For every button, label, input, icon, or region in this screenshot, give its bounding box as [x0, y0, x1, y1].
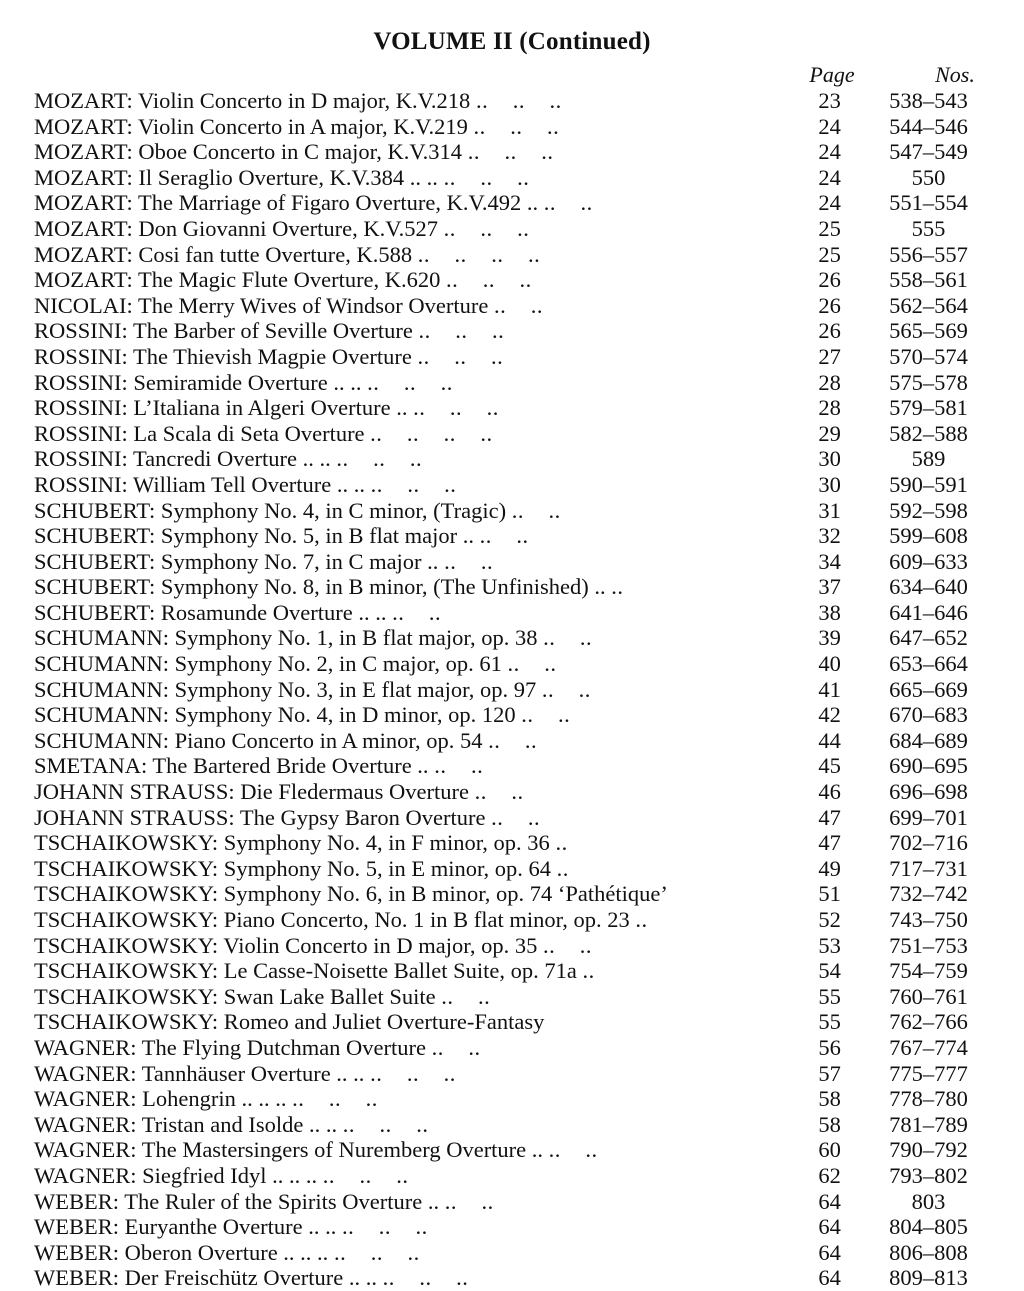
- table-row: [34, 933, 990, 959]
- toc-entry-page: 39: [818, 625, 841, 651]
- toc-entry-page: 23: [818, 88, 841, 113]
- table-row: [34, 574, 990, 600]
- toc-entry-title: [34, 907, 792, 933]
- table-row: [34, 370, 990, 396]
- toc-entry-text: TSCHAIKOWSKY: Violin Concerto in D major, op. 35: [34, 932, 538, 958]
- toc-entry-leaders: .. .. ..: [370, 1060, 456, 1086]
- toc-entry-leaders: .. ..: [444, 548, 494, 574]
- toc-entry-title: [34, 1086, 792, 1112]
- toc-entry-page: 64: [818, 1214, 841, 1240]
- toc-entry-title: [34, 1189, 792, 1215]
- toc-entry-leaders: .. ..: [431, 1034, 481, 1060]
- toc-entry-text: TSCHAIKOWSKY: Symphony No. 6, in B minor, op. 74 ‘Pathétique’: [34, 881, 668, 907]
- toc-entry-nos: 781–789: [889, 1111, 968, 1137]
- toc-entry-nos: 760–761: [889, 983, 968, 1009]
- toc-entry-text: MOZART: The Marriage of Figaro Overture, K.V.492 ..: [34, 190, 539, 216]
- toc-entry-page: 60: [818, 1137, 841, 1163]
- toc-entry-page: 31: [818, 497, 841, 523]
- toc-entry-title: [34, 446, 792, 472]
- toc-entry-title: [34, 242, 792, 268]
- toc-entry-text: TSCHAIKOWSKY: Symphony No. 4, in F minor, op. 36: [34, 830, 550, 856]
- table-row: [34, 805, 990, 831]
- toc-entry-title: [34, 651, 792, 677]
- toc-entry-text: ROSSINI: The Barber of Seville Overture: [34, 318, 413, 344]
- toc-entry-page: 28: [818, 369, 841, 395]
- toc-entry-leaders: .. ..: [493, 292, 543, 318]
- toc-entry-title: [34, 702, 792, 728]
- toc-entry-title: [34, 267, 792, 293]
- toc-entry-title: [34, 318, 792, 344]
- toc-entry-text: ROSSINI: Tancredi Overture .. ..: [34, 446, 331, 472]
- toc-entry-nos: 684–689: [889, 727, 968, 753]
- table-row: [34, 1112, 990, 1138]
- toc-entry-nos: 565–569: [889, 318, 968, 344]
- toc-entry-text: MOZART: The Magic Flute Overture, K.620: [34, 267, 441, 293]
- toc-entry-leaders: .. .. ..: [443, 164, 530, 190]
- toc-entry-title: [34, 574, 792, 600]
- toc-entry-page: 42: [818, 702, 841, 728]
- toc-entry-leaders: .. .. ..: [418, 318, 505, 344]
- toc-entry-leaders: .. ..: [543, 190, 593, 216]
- toc-entry-nos: 653–664: [889, 651, 968, 677]
- column-headers: [34, 62, 990, 88]
- toc-entry-text: WAGNER: Tristan and Isolde .. ..: [34, 1111, 338, 1137]
- table-row: [34, 1035, 990, 1061]
- toc-entry-leaders: ..: [555, 830, 568, 856]
- toc-entry-nos: 806–808: [889, 1239, 968, 1265]
- toc-entry-leaders: ..: [635, 907, 648, 932]
- toc-entry-leaders: .. .. ..: [467, 139, 554, 165]
- toc-entry-title: [34, 753, 792, 779]
- toc-entry-nos: 589: [911, 446, 946, 472]
- toc-entry-nos: 641–646: [889, 599, 968, 625]
- toc-entry-nos: 732–742: [889, 881, 968, 907]
- toc-entry-leaders: .. .. .. ..: [417, 241, 541, 267]
- toc-entry-title: [34, 933, 792, 959]
- toc-entry-nos: 804–805: [889, 1214, 968, 1240]
- table-row: [34, 1009, 990, 1035]
- toc-entry-leaders: .. .. ..: [382, 1265, 469, 1291]
- toc-entry-text: ROSSINI: The Thievish Magpie Overture: [34, 343, 412, 369]
- table-row: [34, 549, 990, 575]
- page-title: VOLUME II (Continued): [373, 28, 651, 55]
- toc-entry-title: [34, 370, 792, 396]
- toc-entry-text: WAGNER: Siegfried Idyl .. .. ..: [34, 1162, 318, 1188]
- toc-entry-nos: 762–766: [889, 1009, 968, 1035]
- toc-entry-text: ROSSINI: La Scala di Seta Overture: [34, 420, 365, 446]
- toc-entry-title: [34, 1009, 792, 1035]
- toc-entry-title: [34, 1214, 792, 1240]
- toc-entry-leaders: .. .. ..: [342, 1111, 429, 1137]
- toc-entry-nos: 609–633: [889, 548, 968, 574]
- toc-entry-leaders: .. ..: [543, 625, 593, 651]
- toc-entry-text: ROSSINI: L’Italiana in Algeri Overture ..: [34, 395, 408, 421]
- toc-entry-page: 49: [818, 855, 841, 881]
- toc-entry-page: 37: [818, 574, 841, 600]
- table-row: [34, 677, 990, 703]
- toc-entry-nos: 767–774: [889, 1034, 968, 1060]
- toc-entry-leaders: ..: [582, 958, 595, 984]
- toc-entry-leaders: .. .. ..: [443, 215, 530, 241]
- toc-entry-leaders: .. ..: [434, 753, 484, 779]
- table-row: [34, 88, 990, 114]
- toc-entry-text: ROSSINI: Semiramide Overture .. ..: [34, 369, 362, 395]
- toc-entry-nos: 558–561: [889, 267, 968, 293]
- toc-entry-title: [34, 114, 792, 140]
- toc-entry-page: 29: [818, 420, 841, 446]
- toc-entry-title: [34, 293, 792, 319]
- toc-entry-leaders: ..: [611, 574, 624, 600]
- toc-entry-title: [34, 830, 792, 856]
- toc-entry-page: 56: [818, 1034, 841, 1060]
- toc-entry-nos: 579–581: [889, 395, 968, 421]
- table-row: [34, 190, 990, 216]
- toc-entry-nos: 592–598: [889, 497, 968, 523]
- toc-entry-page: 25: [818, 241, 841, 267]
- toc-entry-title: [34, 881, 792, 907]
- table-row: [34, 753, 990, 779]
- toc-entry-leaders: .. .. ..: [475, 88, 562, 113]
- toc-entry-text: SCHUBERT: Rosamunde Overture .. ..: [34, 599, 387, 625]
- toc-entry-leaders: .. .. .. ..: [370, 420, 493, 446]
- toc-entry-title: [34, 600, 792, 626]
- toc-entry-text: SCHUMANN: Piano Concerto in A minor, op. 54: [34, 727, 483, 753]
- toc-entry-title: [34, 344, 792, 370]
- toc-entry-page: 32: [818, 523, 841, 549]
- toc-entry-title: [34, 805, 792, 831]
- toc-entry-nos: 670–683: [889, 702, 968, 728]
- toc-entry-text: ROSSINI: William Tell Overture .. ..: [34, 471, 366, 497]
- table-of-contents: [34, 88, 990, 1291]
- toc-entry-leaders: ..: [556, 855, 569, 881]
- toc-entry-text: SCHUBERT: Symphony No. 8, in B minor, (The Unfinished) ..: [34, 574, 606, 600]
- toc-entry-nos: 547–549: [889, 139, 968, 165]
- table-row: [34, 242, 990, 268]
- toc-entry-page: 64: [818, 1188, 841, 1214]
- toc-entry-page: 53: [818, 932, 841, 958]
- toc-entry-leaders: .. ..: [511, 497, 561, 523]
- toc-entry-title: [34, 856, 792, 882]
- toc-entry-nos: 809–813: [889, 1265, 968, 1291]
- table-row: [34, 625, 990, 651]
- table-row: [34, 1137, 990, 1163]
- toc-entry-title: [34, 88, 792, 114]
- toc-entry-leaders: .. ..: [548, 1137, 598, 1163]
- toc-entry-nos: 562–564: [889, 292, 968, 318]
- toc-entry-page: 44: [818, 727, 841, 753]
- toc-entry-page: 26: [818, 318, 841, 344]
- toc-entry-nos: 550: [911, 164, 946, 190]
- toc-entry-page: 30: [818, 446, 841, 472]
- toc-entry-title: [34, 216, 792, 242]
- toc-entry-title: [34, 1265, 792, 1291]
- toc-entry-text: TSCHAIKOWSKY: Le Casse-Noisette Ballet Suite, op. 71a: [34, 958, 577, 984]
- table-row: [34, 1189, 990, 1215]
- table-row: [34, 651, 990, 677]
- toc-entry-text: TSCHAIKOWSKY: Swan Lake Ballet Suite: [34, 983, 436, 1009]
- toc-entry-page: 24: [818, 139, 841, 165]
- toc-entry-nos: 599–608: [889, 523, 968, 549]
- toc-entry-nos: 556–557: [889, 241, 968, 267]
- toc-entry-page: 45: [818, 753, 841, 779]
- toc-entry-text: WAGNER: The Flying Dutchman Overture: [34, 1034, 427, 1060]
- toc-entry-title: [34, 1163, 792, 1189]
- toc-entry-leaders: .. ..: [479, 523, 529, 549]
- toc-entry-leaders: .. ..: [444, 1188, 494, 1214]
- toc-entry-nos: 582–588: [889, 420, 968, 446]
- toc-entry-title: [34, 677, 792, 703]
- table-row: [34, 216, 990, 242]
- toc-entry-text: SCHUBERT: Symphony No. 4, in C minor, (Tragic): [34, 497, 507, 523]
- column-header-page: Page: [809, 62, 855, 87]
- toc-entry-text: MOZART: Cosi fan tutte Overture, K.588: [34, 241, 413, 267]
- toc-entry-leaders: .. ..: [392, 599, 442, 625]
- toc-entry-page: 55: [818, 1009, 841, 1035]
- table-row: [34, 856, 990, 882]
- toc-entry-nos: 775–777: [889, 1060, 968, 1086]
- toc-entry-nos: 778–780: [889, 1086, 968, 1112]
- toc-entry-title: [34, 1112, 792, 1138]
- toc-entry-title: [34, 421, 792, 447]
- table-row: [34, 267, 990, 293]
- toc-entry-text: SCHUBERT: Symphony No. 7, in C major ..: [34, 548, 439, 574]
- toc-entry-title: [34, 498, 792, 524]
- toc-entry-leaders: .. .. ..: [322, 1162, 409, 1188]
- toc-entry-title: [34, 472, 792, 498]
- table-row: [34, 984, 990, 1010]
- toc-entry-nos: 751–753: [889, 932, 968, 958]
- toc-entry-page: 34: [818, 548, 841, 574]
- table-row: [34, 318, 990, 344]
- toc-entry-leaders: .. ..: [543, 932, 592, 958]
- toc-entry-page: 46: [818, 779, 841, 805]
- toc-entry-leaders: .. .. ..: [370, 471, 457, 497]
- toc-entry-page: 58: [818, 1111, 841, 1137]
- toc-entry-title: [34, 1061, 792, 1087]
- toc-entry-nos: 702–716: [889, 830, 968, 856]
- table-row: [34, 523, 990, 549]
- toc-entry-nos: 803: [911, 1188, 946, 1214]
- toc-entry-page: 41: [818, 676, 841, 702]
- toc-entry-text: MOZART: Violin Concerto in D major, K.V.218: [34, 88, 471, 113]
- toc-entry-page: 24: [818, 190, 841, 216]
- toc-entry-nos: 793–802: [889, 1162, 968, 1188]
- toc-entry-text: SMETANA: The Bartered Bride Overture ..: [34, 753, 429, 779]
- toc-entry-nos: 647–652: [889, 625, 968, 651]
- table-row: [34, 344, 990, 370]
- toc-entry-page: 47: [818, 804, 841, 830]
- toc-entry-text: SCHUMANN: Symphony No. 4, in D minor, op. 120: [34, 702, 516, 728]
- toc-entry-title: [34, 139, 792, 165]
- table-row: [34, 139, 990, 165]
- toc-entry-nos: 754–759: [889, 958, 968, 984]
- toc-entry-leaders: .. .. ..: [473, 113, 560, 139]
- toc-entry-text: WAGNER: Tannhäuser Overture .. ..: [34, 1060, 365, 1086]
- toc-entry-page: 24: [818, 113, 841, 139]
- toc-entry-text: MOZART: Violin Concerto in A major, K.V.219: [34, 113, 468, 139]
- toc-entry-nos: 544–546: [889, 113, 968, 139]
- toc-entry-leaders: .. .. ..: [336, 446, 423, 472]
- toc-entry-leaders: .. .. ..: [417, 343, 504, 369]
- toc-entry-leaders: .. ..: [488, 727, 538, 753]
- toc-entry-nos: 634–640: [889, 574, 968, 600]
- toc-entry-page: 52: [818, 907, 841, 932]
- toc-entry-nos: 743–750: [889, 907, 968, 932]
- toc-entry-title: [34, 625, 792, 651]
- table-row: [34, 779, 990, 805]
- table-row: [34, 1214, 990, 1240]
- table-row: [34, 114, 990, 140]
- toc-entry-nos: 790–792: [889, 1137, 968, 1163]
- table-row: [34, 1265, 990, 1291]
- toc-entry-text: WEBER: Oberon Overture .. .. ..: [34, 1239, 329, 1265]
- toc-entry-text: WAGNER: Lohengrin .. .. ..: [34, 1086, 287, 1112]
- toc-entry-leaders: .. .. ..: [413, 395, 499, 421]
- toc-entry-title: [34, 395, 792, 421]
- toc-entry-leaders: .. .. ..: [292, 1086, 378, 1112]
- table-row: [34, 600, 990, 626]
- toc-entry-page: 38: [818, 599, 841, 625]
- toc-entry-text: JOHANN STRAUSS: Die Fledermaus Overture: [34, 779, 469, 805]
- table-row: [34, 702, 990, 728]
- toc-entry-nos: 665–669: [889, 676, 968, 702]
- table-row: [34, 472, 990, 498]
- toc-entry-page: 25: [818, 215, 841, 241]
- toc-entry-text: JOHANN STRAUSS: The Gypsy Baron Overture: [34, 804, 486, 830]
- toc-entry-text: MOZART: Don Giovanni Overture, K.V.527: [34, 215, 438, 241]
- toc-entry-text: WEBER: The Ruler of the Spirits Overture ..: [34, 1188, 440, 1214]
- toc-entry-text: NICOLAI: The Merry Wives of Windsor Overture: [34, 292, 489, 318]
- toc-entry-page: 58: [818, 1086, 841, 1112]
- toc-entry-page: 26: [818, 292, 841, 318]
- toc-entry-page: 28: [818, 395, 841, 421]
- toc-entry-nos: 696–698: [889, 779, 968, 805]
- toc-entry-text: SCHUMANN: Symphony No. 1, in B flat major, op. 38: [34, 625, 538, 651]
- toc-entry-page: 40: [818, 651, 841, 677]
- toc-entry-nos: 690–695: [889, 753, 968, 779]
- table-row: [34, 165, 990, 191]
- table-row: [34, 446, 990, 472]
- toc-entry-text: WEBER: Der Freischütz Overture .. ..: [34, 1265, 378, 1291]
- toc-entry-nos: 699–701: [889, 804, 968, 830]
- table-row: [34, 728, 990, 754]
- toc-entry-page: 47: [818, 830, 841, 856]
- table-row: [34, 421, 990, 447]
- toc-entry-page: 24: [818, 164, 841, 190]
- toc-entry-page: 54: [818, 958, 841, 984]
- toc-entry-nos: 551–554: [889, 190, 968, 216]
- toc-entry-page: 26: [818, 267, 841, 293]
- toc-entry-leaders: .. ..: [491, 804, 541, 830]
- toc-entry-title: [34, 779, 792, 805]
- toc-entry-text: SCHUBERT: Symphony No. 5, in B flat major ..: [34, 523, 475, 549]
- toc-entry-text: WAGNER: The Mastersingers of Nuremberg Overture ..: [34, 1137, 544, 1163]
- toc-entry-title: [34, 165, 792, 191]
- toc-entry-page: 64: [818, 1239, 841, 1265]
- toc-entry-leaders: .. .. ..: [342, 1214, 428, 1240]
- toc-entry-title: [34, 1035, 792, 1061]
- toc-entry-title: [34, 1137, 792, 1163]
- table-row: [34, 1163, 990, 1189]
- toc-entry-title: [34, 984, 792, 1010]
- toc-entry-page: 27: [818, 343, 841, 369]
- table-row: [34, 1240, 990, 1266]
- toc-entry-text: WEBER: Euryanthe Overture .. ..: [34, 1214, 337, 1240]
- toc-entry-title: [34, 728, 792, 754]
- toc-entry-nos: 590–591: [889, 471, 968, 497]
- table-row: [34, 1061, 990, 1087]
- toc-entry-page: 64: [818, 1265, 841, 1291]
- toc-entry-text: TSCHAIKOWSKY: Romeo and Juliet Overture-Fantasy: [34, 1009, 545, 1035]
- table-row: [34, 881, 990, 907]
- toc-entry-leaders: .. ..: [521, 702, 571, 728]
- table-row: [34, 958, 990, 984]
- toc-entry-text: TSCHAIKOWSKY: Symphony No. 5, in E minor, op. 64: [34, 855, 552, 881]
- table-row: [34, 395, 990, 421]
- toc-entry-title: [34, 523, 792, 549]
- toc-entry-nos: 555: [911, 215, 946, 241]
- table-row: [34, 907, 990, 933]
- toc-entry-page: 30: [818, 471, 841, 497]
- toc-entry-leaders: .. ..: [541, 676, 591, 702]
- toc-entry-page: 51: [818, 881, 841, 907]
- toc-entry-text: SCHUMANN: Symphony No. 3, in E flat major, op. 97: [34, 676, 537, 702]
- toc-entry-text: MOZART: Oboe Concerto in C major, K.V.314: [34, 139, 463, 165]
- column-header-nos: Nos.: [935, 62, 975, 87]
- table-row: [34, 1086, 990, 1112]
- toc-entry-nos: 575–578: [889, 369, 968, 395]
- toc-entry-nos: 538–543: [889, 88, 968, 113]
- toc-entry-title: [34, 190, 792, 216]
- toc-entry-title: [34, 1240, 792, 1266]
- toc-entry-title: [34, 549, 792, 575]
- toc-entry-leaders: .. ..: [441, 983, 491, 1009]
- toc-entry-leaders: .. ..: [474, 779, 524, 805]
- toc-entry-page: 57: [818, 1060, 841, 1086]
- toc-entry-text: TSCHAIKOWSKY: Piano Concerto, No. 1 in B flat minor, op. 23: [34, 907, 630, 932]
- toc-entry-nos: 717–731: [889, 855, 968, 881]
- toc-entry-text: SCHUMANN: Symphony No. 2, in C major, op. 61: [34, 651, 502, 677]
- toc-entry-nos: 570–574: [889, 343, 968, 369]
- table-row: [34, 830, 990, 856]
- toc-entry-leaders: .. .. ..: [367, 369, 453, 395]
- toc-entry-page: 62: [818, 1162, 841, 1188]
- table-row: [34, 498, 990, 524]
- toc-entry-page: 55: [818, 983, 841, 1009]
- toc-entry-title: [34, 958, 792, 984]
- toc-entry-leaders: .. .. ..: [333, 1239, 420, 1265]
- toc-entry-leaders: .. .. ..: [446, 267, 532, 293]
- toc-entry-leaders: .. ..: [507, 651, 557, 677]
- toc-entry-text: MOZART: Il Seraglio Overture, K.V.384 .. ..: [34, 164, 438, 190]
- table-row: [34, 293, 990, 319]
